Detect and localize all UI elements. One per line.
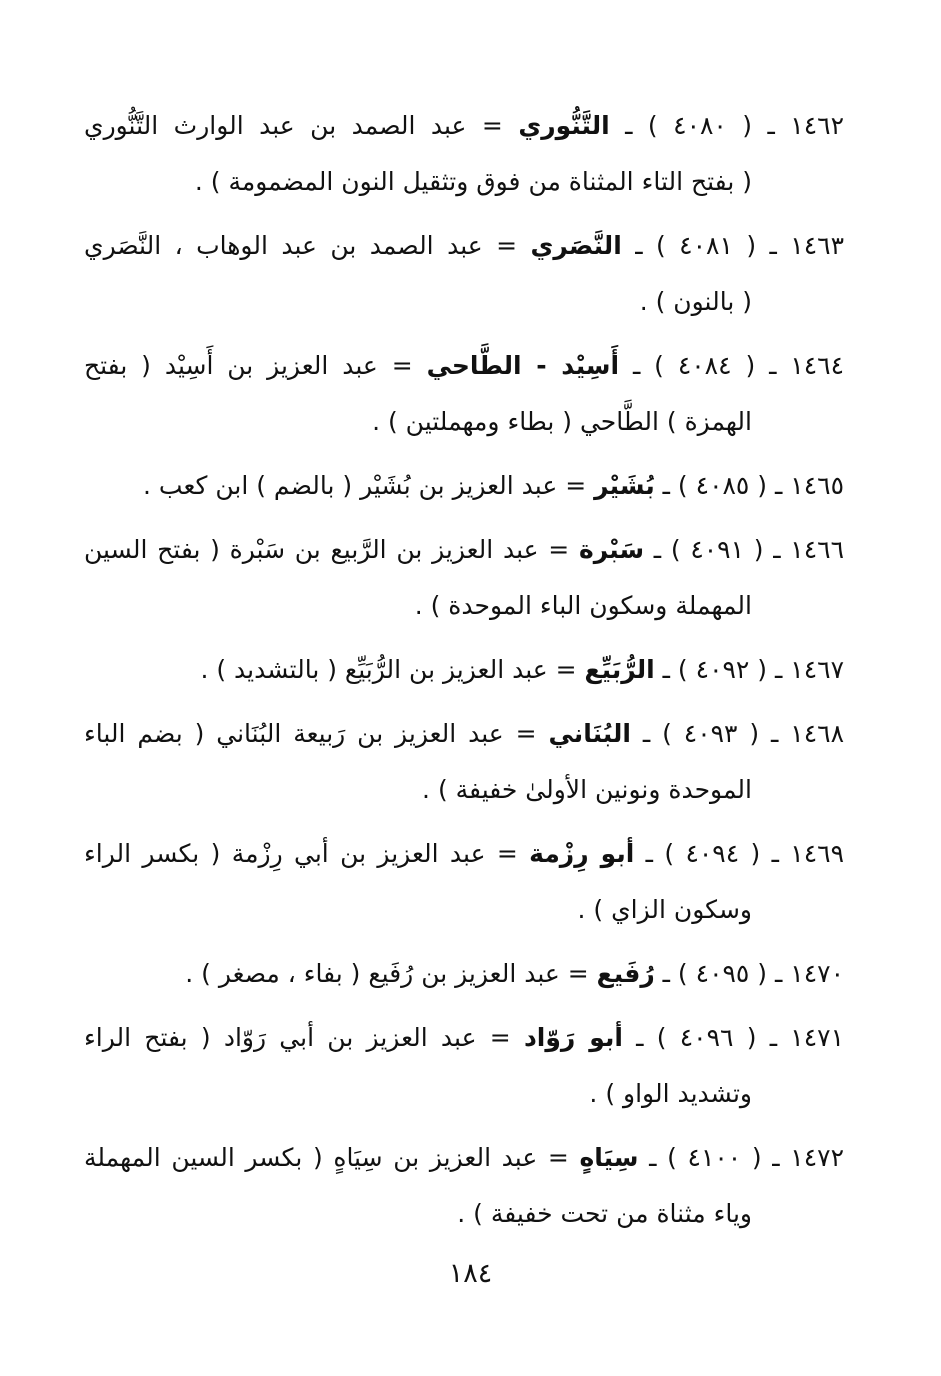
entry-spacer [84, 450, 844, 458]
entry-continuation-line: وسكون الزاي ) . [577, 895, 752, 924]
entry-reference: ٤١٠٠ [687, 1143, 742, 1172]
entry-text: عبد الصمد بن عبد الوارث التَّنُّوري [84, 111, 467, 140]
entry-continuation-line: الهمزة ) الطَّاحي ( بطاء ومهملتين ) . [372, 407, 752, 436]
entry-item [84, 1010, 844, 1122]
entry-spacer [84, 330, 844, 338]
entry-item [84, 458, 844, 514]
entry-reference: ٤٠٨٤ [677, 351, 732, 380]
entry-number: ١٤٧٢ [790, 1143, 844, 1172]
entry-text: عبد العزيز بن سِيَاهٍ ( بكسر السين المهملة [84, 1143, 538, 1172]
entry-name: رُفَيع [596, 959, 655, 988]
entry-reference: ٤٠٨١ [679, 231, 733, 260]
entry-text: عبد العزيز بن رُفَيع ( بفاء ، مصغر ) . [185, 959, 560, 988]
entry-name: البُنَاني [548, 719, 631, 748]
entry-spacer [84, 698, 844, 706]
entry-spacer [84, 818, 844, 826]
page-number: ١٨٤ [448, 1258, 493, 1289]
entry-item [84, 218, 844, 330]
entry-text: عبد الصمد بن عبد الوهاب ، النَّصَري [84, 231, 483, 260]
entry-continuation-line: الموحدة ونونين الأولىٰ خفيفة ) . [422, 775, 752, 804]
entry-text: عبد العزيز بن بُشَيْر ( بالضم ) ابن كعب . [143, 471, 558, 500]
entry-item [84, 522, 844, 634]
entry-item [84, 98, 844, 210]
entry-number: ١٤٦٧ [790, 655, 844, 684]
entry-name: بُشَيْر [594, 471, 655, 500]
entry-spacer [84, 1122, 844, 1130]
entry-text: عبد العزيز بن الرَّبيع بن سَبْرة ( بفتح السين [84, 535, 539, 564]
entry-item [84, 338, 844, 450]
entry-text: عبد العزيز بن أَسِيْد ( بفتح [84, 351, 378, 380]
entry-spacer [84, 938, 844, 946]
entry-number: ١٤٧٠ [790, 959, 844, 988]
entry-first-line: ١٤٦٦ ـ ( ٤٠٩١ ) ـ سَبْرة = عبد العزيز بن الرَّبيع بن سَبْرة ( بفتح السين [84, 535, 844, 564]
entry-name: التَّنُّوري [518, 111, 610, 140]
entry-spacer [84, 210, 844, 218]
entries-list [84, 98, 844, 1250]
entry-continuation-line: وتشديد الواو ) . [589, 1079, 752, 1108]
entry-spacer [84, 634, 844, 642]
entry-reference: ٤٠٩٢ [695, 655, 750, 684]
entry-spacer [84, 514, 844, 522]
entry-first-line: ١٤٦٧ ـ ( ٤٠٩٢ ) ـ الرُّبَيِّع = عبد العزيز بن الرُّبَيِّع ( بالتشديد ) . [200, 655, 844, 684]
entry-name: سَبْرة [578, 535, 645, 564]
entry-text: عبد العزيز بن أبي رَوّاد ( بفتح الراء [84, 1023, 477, 1052]
entry-name: سِيَاهٍ [579, 1143, 639, 1172]
entry-continuation-line: وياء مثناة من تحت خفيفة ) . [457, 1199, 752, 1228]
entry-number: ١٤٦٩ [790, 839, 844, 868]
entry-continuation-line: المهملة وسكون الباء الموحدة ) . [414, 591, 752, 620]
entry-reference: ٤٠٨٥ [695, 471, 750, 500]
entry-first-line: ١٤٦٣ ـ ( ٤٠٨١ ) ـ النَّصَري = عبد الصمد بن عبد الوهاب ، النَّصَري [84, 231, 845, 260]
entry-first-line: ١٤٦٤ ـ ( ٤٠٨٤ ) ـ أَسِيْد - الطَّاحي = عبد العزيز بن أَسِيْد ( بفتح [84, 351, 845, 380]
entry-reference: ٤٠٩٣ [683, 719, 738, 748]
entry-name: الرُّبَيِّع [584, 655, 655, 684]
entry-number: ١٤٧١ [790, 1023, 844, 1052]
entry-item [84, 706, 844, 818]
entry-item [84, 1130, 844, 1242]
entry-first-line: ١٤٧٢ ـ ( ٤١٠٠ ) ـ سِيَاهٍ = عبد العزيز بن سِيَاهٍ ( بكسر السين المهملة [84, 1143, 844, 1172]
entry-name: أبو رِزْمة [529, 839, 635, 868]
entry-reference: ٤٠٩١ [690, 535, 745, 564]
entry-text: عبد العزيز بن الرُّبَيِّع ( بالتشديد ) . [200, 655, 548, 684]
entry-number: ١٤٦٨ [790, 719, 845, 748]
entry-text: عبد العزيز بن رَبيعة البُنَاني ( بضم الباء [84, 719, 504, 748]
entry-text: عبد العزيز بن أبي رِزْمة ( بكسر الراء [84, 839, 486, 868]
entry-number: ١٤٦٢ [790, 111, 845, 140]
entry-reference: ٤٠٩٥ [695, 959, 750, 988]
entry-reference: ٤٠٩٦ [679, 1023, 734, 1052]
entry-number: ١٤٦٤ [790, 351, 845, 380]
entry-continuation-line: ( بالنون ) . [639, 287, 752, 316]
entry-number: ١٤٦٦ [790, 535, 844, 564]
entry-first-line: ١٤٦٨ ـ ( ٤٠٩٣ ) ـ البُنَاني = عبد العزيز بن رَبيعة البُنَاني ( بضم الباء [84, 719, 845, 748]
entry-first-line: ١٤٦٥ ـ ( ٤٠٨٥ ) ـ بُشَيْر = عبد العزيز بن بُشَيْر ( بالضم ) ابن كعب . [143, 471, 844, 500]
entry-name: أبو رَوّاد [523, 1023, 623, 1052]
entry-reference: ٤٠٨٠ [673, 111, 727, 140]
entry-reference: ٤٠٩٤ [685, 839, 740, 868]
entry-continuation-line: ( بفتح التاء المثناة من فوق وتثقيل النون المضمومة ) . [194, 167, 752, 196]
entry-first-line: ١٤٧١ ـ ( ٤٠٩٦ ) ـ أبو رَوّاد = عبد العزيز بن أبي رَوّاد ( بفتح الراء [84, 1023, 844, 1052]
entry-number: ١٤٦٥ [790, 471, 844, 500]
entry-item [84, 826, 844, 938]
entry-first-line: ١٤٦٩ ـ ( ٤٠٩٤ ) ـ أبو رِزْمة = عبد العزيز بن أبي رِزْمة ( بكسر الراء [84, 839, 844, 868]
entry-number: ١٤٦٣ [790, 231, 845, 260]
entry-name: أَسِيْد - الطَّاحي [426, 351, 620, 380]
entry-first-line: ١٤٧٠ ـ ( ٤٠٩٥ ) ـ رُفَيع = عبد العزيز بن رُفَيع ( بفاء ، مصغر ) . [185, 959, 844, 988]
entry-spacer [84, 1002, 844, 1010]
entry-spacer [84, 1242, 844, 1250]
entry-item [84, 946, 844, 1002]
entry-first-line: ١٤٦٢ ـ ( ٤٠٨٠ ) ـ التَّنُّوري = عبد الصمد بن عبد الوارث التَّنُّوري [84, 111, 845, 140]
entry-item [84, 642, 844, 698]
entry-name: النَّصَري [530, 231, 622, 260]
